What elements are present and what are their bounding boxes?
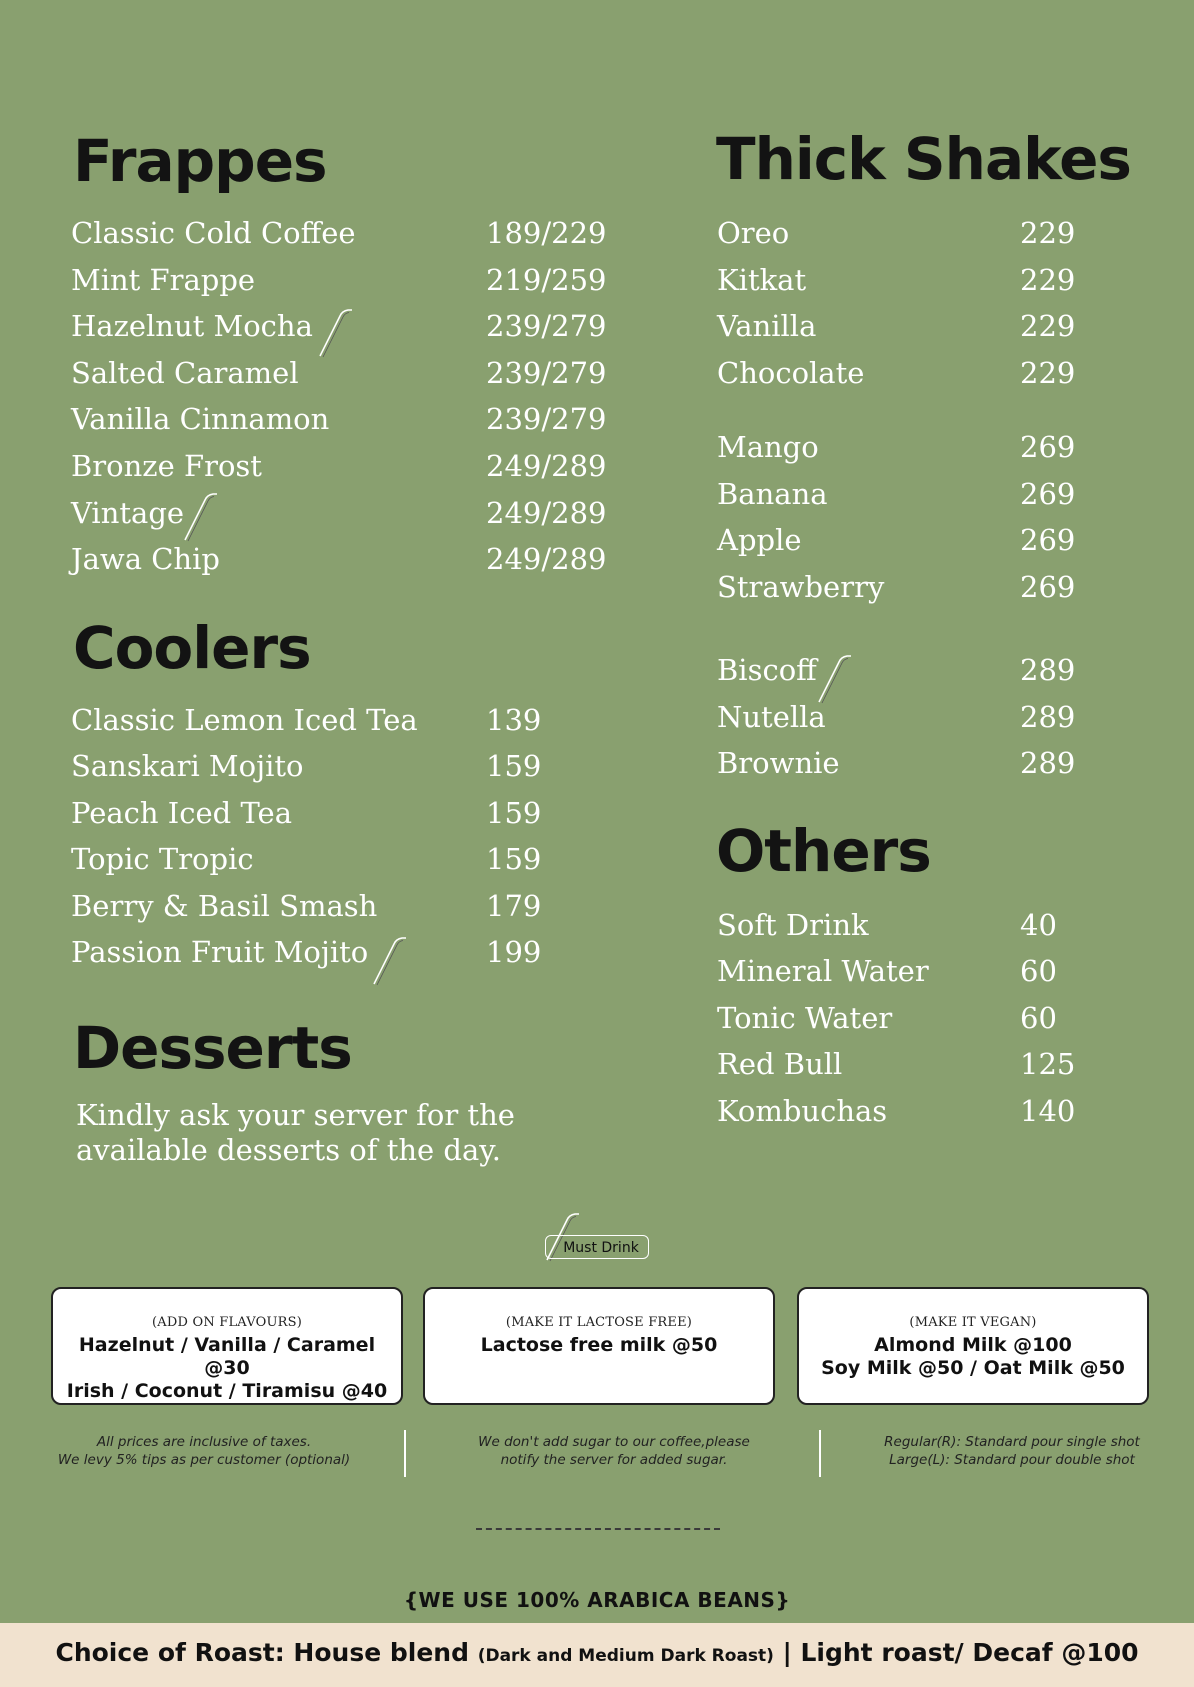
roast-choice-bar: [0, 1623, 1194, 1687]
item-name: Mango: [717, 430, 819, 464]
item-price: 269: [1020, 523, 1076, 557]
item-name: Berry & Basil Smash: [71, 889, 378, 923]
addon-line: Hazelnut / Vanilla / Caramel @30: [78, 1334, 376, 1379]
straw-icon: [370, 934, 410, 986]
item-name: Jawa Chip: [71, 542, 220, 576]
addon-box-flavours: [51, 1287, 403, 1405]
item-name: Salted Caramel: [71, 356, 299, 390]
coolers-heading: Coolers: [73, 614, 311, 682]
item-price: 199: [486, 935, 542, 969]
item-name: Sanskari Mojito: [71, 749, 304, 783]
item-name: Red Bull: [717, 1047, 843, 1081]
item-name: Peach Iced Tea: [71, 796, 292, 830]
addon-line: Lactose free milk @50: [480, 1334, 718, 1356]
straw-icon: [181, 490, 221, 542]
item-price: 229: [1020, 309, 1076, 343]
item-price: 159: [486, 842, 542, 876]
item-name: Classic Lemon Iced Tea: [71, 703, 418, 737]
item-price: 269: [1020, 430, 1076, 464]
item-name: Apple: [717, 523, 802, 557]
item-name: Kitkat: [717, 263, 807, 297]
roast-house-blend-detail: (Dark and Medium Dark Roast): [477, 1646, 774, 1666]
divider: [819, 1430, 821, 1477]
arabica-beans-banner: {WE USE 100% ARABICA BEANS}: [403, 1588, 791, 1612]
addon-line: Almond Milk @100: [874, 1334, 1072, 1356]
item-name: Oreo: [717, 216, 790, 250]
item-name: Topic Tropic: [71, 842, 254, 876]
note-line: We levy 5% tips as per customer (optional): [57, 1451, 351, 1468]
item-price: 139: [486, 703, 542, 737]
item-price: 249/289: [486, 542, 607, 576]
item-name: Mint Frappe: [71, 263, 256, 297]
item-price: 289: [1020, 653, 1076, 687]
item-price: 289: [1020, 700, 1076, 734]
item-name: Chocolate: [717, 356, 865, 390]
item-name: Vanilla Cinnamon: [71, 402, 330, 436]
item-price: 60: [1020, 954, 1057, 988]
item-price: 189/229: [486, 216, 607, 250]
item-name: Passion Fruit Mojito: [71, 935, 369, 969]
addon-box-lactose-free: [423, 1287, 775, 1405]
item-name: Vintage: [71, 496, 185, 530]
item-price: 179: [486, 889, 542, 923]
item-price: 140: [1020, 1094, 1076, 1128]
item-name: Nutella: [717, 700, 826, 734]
addon-line: Soy Milk @50 / Oat Milk @50: [821, 1356, 1125, 1379]
addon-line: Irish / Coconut / Tiramisu @40: [66, 1379, 388, 1402]
item-price: 269: [1020, 570, 1076, 604]
divider: [404, 1430, 406, 1477]
straw-icon: [815, 652, 855, 704]
item-name: Brownie: [717, 746, 840, 780]
thick-shakes-heading: Thick Shakes: [716, 125, 1131, 193]
roast-house-blend: Choice of Roast: House blend: [55, 1638, 478, 1667]
must-drink-badge: Must Drink: [545, 1235, 649, 1259]
addon-box-vegan: [797, 1287, 1149, 1405]
frappes-heading: Frappes: [73, 127, 327, 195]
item-price: 249/289: [486, 496, 607, 530]
item-name: Mineral Water: [717, 954, 929, 988]
item-name: Kombuchas: [717, 1094, 888, 1128]
item-price: 229: [1020, 356, 1076, 390]
item-price: 229: [1020, 216, 1076, 250]
item-price: 249/289: [486, 449, 607, 483]
note-line: Large(L): Standard pour double shot: [889, 1451, 1135, 1468]
roast-light-decaf: | Light roast/ Decaf @100: [773, 1638, 1139, 1667]
item-name: Banana: [717, 477, 828, 511]
item-price: 269: [1020, 477, 1076, 511]
note-taxes: [30, 1434, 378, 1469]
item-name: Biscoff: [717, 653, 817, 687]
note-sizes: [852, 1434, 1172, 1469]
others-heading: Others: [716, 817, 931, 885]
dashed-divider: [476, 1528, 720, 1530]
item-name: Vanilla: [717, 309, 817, 343]
item-name: Classic Cold Coffee: [71, 216, 356, 250]
desserts-heading: Desserts: [73, 1014, 352, 1082]
item-price: 159: [486, 796, 542, 830]
addon-caption: (MAKE IT VEGAN): [909, 1315, 1037, 1330]
note-line: We don't add sugar to our coffee,please: [478, 1434, 750, 1450]
item-price: 125: [1020, 1047, 1076, 1081]
item-price: 239/279: [486, 356, 607, 390]
addon-caption: (ADD ON FLAVOURS): [152, 1315, 302, 1330]
item-price: 60: [1020, 1001, 1057, 1035]
item-name: Hazelnut Mocha: [71, 309, 313, 343]
addon-caption: (MAKE IT LACTOSE FREE): [505, 1315, 693, 1330]
note-sugar: [440, 1434, 788, 1469]
item-name: Strawberry: [717, 570, 885, 604]
item-price: 40: [1020, 908, 1057, 942]
item-price: 289: [1020, 746, 1076, 780]
item-price: 219/259: [486, 263, 607, 297]
straw-icon: [316, 306, 356, 358]
item-price: 229: [1020, 263, 1076, 297]
item-price: 239/279: [486, 309, 607, 343]
desserts-description: Kindly ask your server for the available desserts of the day.: [76, 1098, 515, 1168]
item-name: Bronze Frost: [71, 449, 262, 483]
item-price: 159: [486, 749, 542, 783]
note-line: All prices are inclusive of taxes.: [96, 1434, 312, 1450]
note-line: Regular(R): Standard pour single shot: [884, 1434, 1140, 1450]
item-name: Tonic Water: [717, 1001, 893, 1035]
item-price: 239/279: [486, 402, 607, 436]
note-line: notify the server for added sugar.: [500, 1451, 728, 1468]
item-name: Soft Drink: [717, 908, 869, 942]
